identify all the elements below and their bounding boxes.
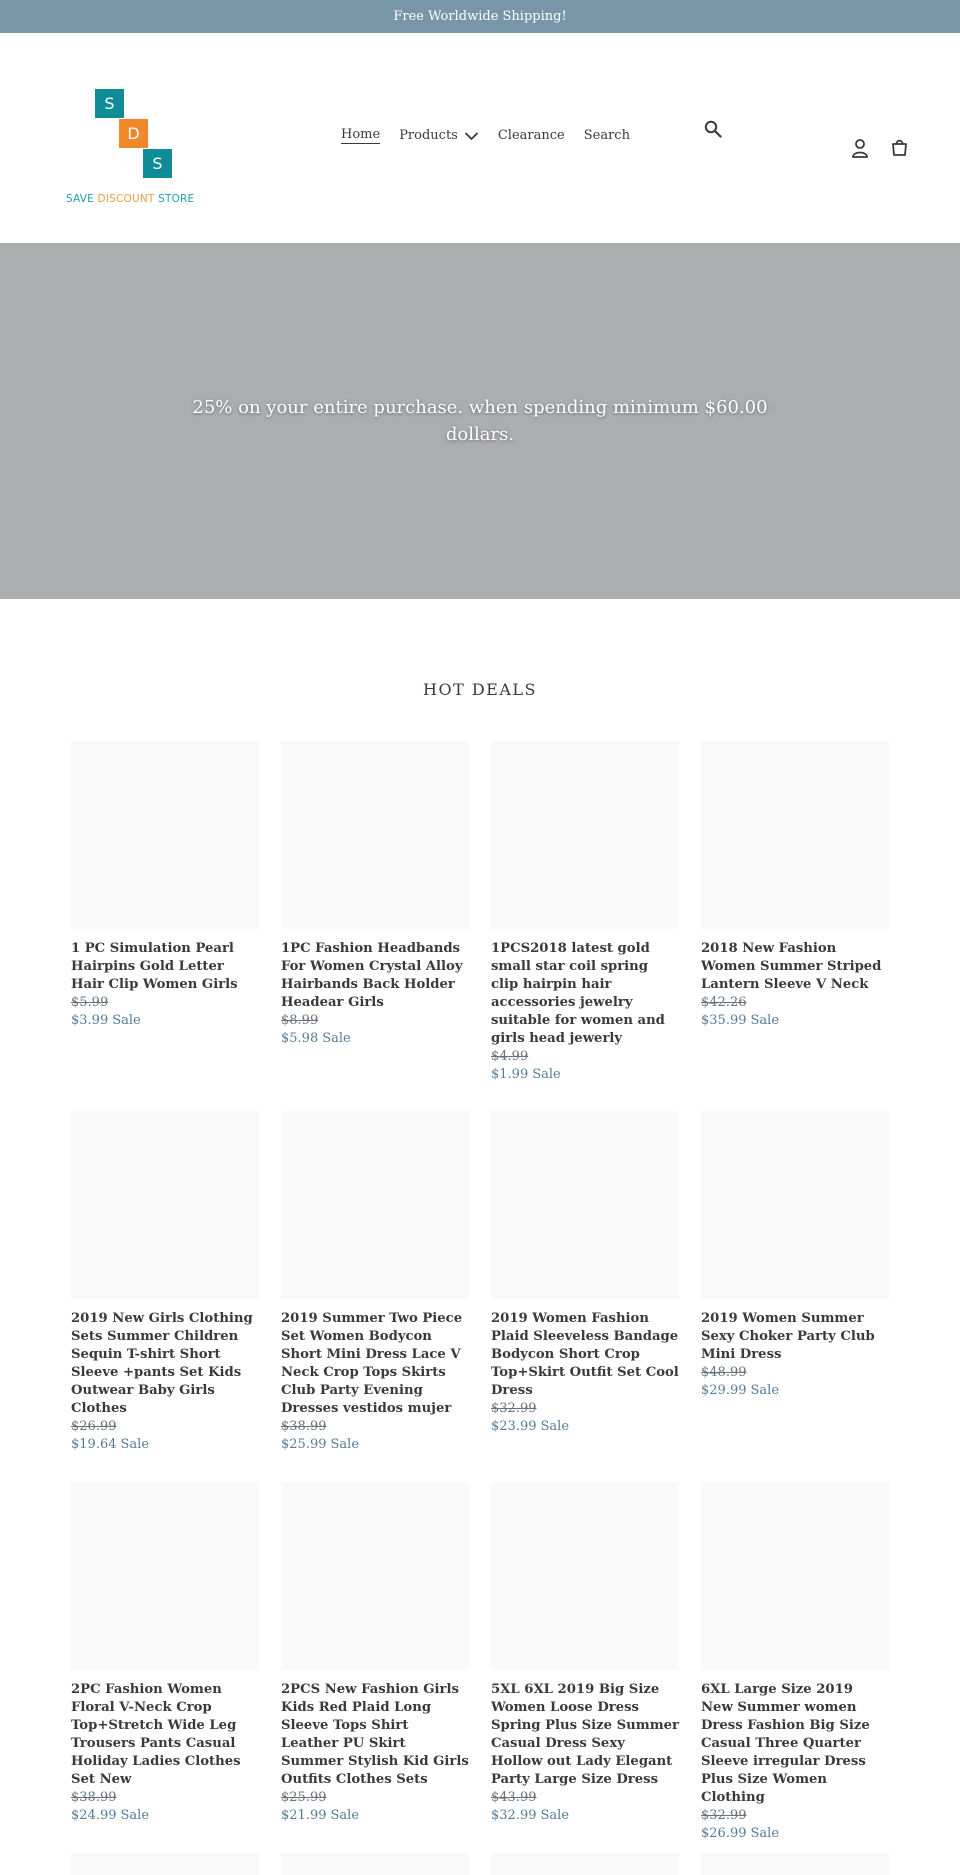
- nav-home[interactable]: [341, 127, 380, 144]
- sale-label: Sale: [540, 1808, 570, 1823]
- product-card[interactable]: [491, 1482, 679, 1825]
- logo-word-save: SAVE: [66, 193, 94, 205]
- nav-products[interactable]: [399, 128, 479, 143]
- product-sale-price-line: [71, 1807, 259, 1825]
- product-title[interactable]: 1PC Fashion Headbands For Women Crystal Alloy Hairbands Back Holder Headear Girls: [281, 941, 463, 1010]
- product-card[interactable]: [71, 1111, 259, 1454]
- sale-label: Sale: [322, 1031, 351, 1046]
- logo-square-2: D: [119, 119, 148, 148]
- nav-search[interactable]: [584, 128, 630, 143]
- product-card[interactable]: [281, 1853, 469, 1875]
- logo-wordmark: [66, 193, 214, 205]
- product-image[interactable]: [281, 1111, 469, 1299]
- product-price: $5.98: [281, 1031, 319, 1046]
- product-card[interactable]: [491, 741, 679, 1084]
- sale-label: Sale: [120, 1808, 150, 1823]
- site-header: [0, 33, 960, 243]
- product-title[interactable]: 2019 Women Summer Sexy Choker Party Club Mini Dress: [701, 1311, 875, 1362]
- product-card[interactable]: [71, 1853, 259, 1875]
- product-price: $29.99: [701, 1383, 747, 1398]
- product-card[interactable]: [701, 1111, 889, 1400]
- product-card[interactable]: [491, 1111, 679, 1436]
- product-sale-price-line: [281, 1807, 469, 1825]
- logo-square-3: S: [143, 149, 172, 178]
- product-title[interactable]: 2018 New Fashion Women Summer Striped Lantern Sleeve V Neck: [701, 941, 882, 992]
- hero-text: 25% on your entire purchase. when spending minimum $60.00 dollars.: [192, 397, 768, 445]
- product-sale-price-line: [281, 1030, 469, 1048]
- product-image[interactable]: [701, 1111, 889, 1299]
- product-compare-price: $4.99: [491, 1049, 529, 1064]
- product-compare-price: $38.99: [281, 1419, 327, 1434]
- product-title[interactable]: 2019 New Girls Clothing Sets Summer Children Sequin T-shirt Short Sleeve +pants Set Kids Outwear Baby Girls Clothes: [71, 1311, 253, 1416]
- search-icon[interactable]: [704, 120, 722, 138]
- product-title[interactable]: 2019 Women Fashion Plaid Sleeveless Bandage Bodycon Short Crop Top+Skirt Outfit Set Cool Dress: [491, 1311, 679, 1398]
- sale-label: Sale: [330, 1437, 360, 1452]
- sale-label: Sale: [540, 1419, 570, 1434]
- sale-label: Sale: [112, 1013, 141, 1028]
- product-compare-price: $48.99: [701, 1365, 747, 1380]
- product-price: $35.99: [701, 1013, 747, 1028]
- logo-word-store: STORE: [158, 193, 195, 205]
- sale-label: Sale: [750, 1013, 780, 1028]
- product-card[interactable]: [281, 1111, 469, 1454]
- nav-home-label: Home: [341, 127, 381, 142]
- cart-icon[interactable]: [890, 138, 909, 157]
- product-title[interactable]: 2019 Summer Two Piece Set Women Bodycon Short Mini Dress Lace V Neck Crop Tops Skirts Club Party Evening Dresses vestidos mujer: [281, 1311, 463, 1416]
- product-image[interactable]: [281, 1853, 469, 1875]
- sale-label: Sale: [750, 1383, 780, 1398]
- product-title[interactable]: 1 PC Simulation Pearl Hairpins Gold Letter Hair Clip Women Girls: [71, 941, 238, 992]
- product-card[interactable]: [281, 1482, 469, 1825]
- product-image[interactable]: [701, 741, 889, 929]
- product-image[interactable]: [71, 1482, 259, 1670]
- product-image[interactable]: [491, 741, 679, 929]
- hero-banner: [0, 243, 960, 599]
- product-title[interactable]: 5XL 6XL 2019 Big Size Women Loose Dress Spring Plus Size Summer Casual Dress Sexy Hollow out Lady Elegant Party Large Size Dress: [491, 1682, 679, 1787]
- product-title[interactable]: 2PC Fashion Women Floral V-Neck Crop Top+Stretch Wide Leg Trousers Pants Casual Holiday Ladies Clothes Set New: [71, 1682, 241, 1787]
- product-image[interactable]: [281, 1482, 469, 1670]
- product-price: $21.99: [281, 1808, 327, 1823]
- sale-label: Sale: [532, 1067, 561, 1082]
- announcement-text: Free Worldwide Shipping!: [393, 9, 567, 24]
- product-image[interactable]: [701, 1482, 889, 1670]
- nav-clearance-label: Clearance: [497, 128, 565, 143]
- product-card[interactable]: [491, 1853, 679, 1875]
- nav-search-label: Search: [583, 128, 630, 143]
- nav-clearance[interactable]: [498, 128, 565, 143]
- logo-word-discount: DISCOUNT: [97, 193, 155, 205]
- product-card[interactable]: [701, 1853, 889, 1875]
- product-card[interactable]: [71, 741, 259, 1030]
- product-compare-price: $5.99: [71, 995, 109, 1010]
- product-compare-price: $25.99: [281, 1790, 327, 1805]
- product-compare-price: $43.99: [491, 1790, 537, 1805]
- product-compare-price: $38.99: [71, 1790, 117, 1805]
- product-price: $23.99: [491, 1419, 537, 1434]
- product-card[interactable]: [71, 1482, 259, 1825]
- product-image[interactable]: [491, 1111, 679, 1299]
- product-image[interactable]: [71, 1111, 259, 1299]
- product-title[interactable]: 1PCS2018 latest gold small star coil spring clip hairpin hair accessories jewelry suitable for women and girls head jewerly: [491, 941, 665, 1046]
- sale-label: Sale: [330, 1808, 360, 1823]
- sale-label: Sale: [750, 1826, 780, 1841]
- sale-label: Sale: [120, 1437, 150, 1452]
- product-image[interactable]: [701, 1853, 889, 1875]
- product-sale-price-line: [71, 1436, 259, 1454]
- nav-products-label: Products: [399, 128, 458, 143]
- announcement-bar: [0, 0, 960, 33]
- product-compare-price: $32.99: [701, 1808, 747, 1823]
- product-price: $32.99: [491, 1808, 537, 1823]
- user-icon[interactable]: [851, 138, 869, 158]
- store-logo[interactable]: [66, 89, 214, 207]
- product-sale-price-line: [281, 1436, 469, 1454]
- product-image[interactable]: [491, 1853, 679, 1875]
- product-sale-price-line: [491, 1418, 679, 1436]
- product-title[interactable]: 6XL Large Size 2019 New Summer women Dress Fashion Big Size Casual Three Quarter Sleeve irregular Dress Plus Size Women Clothing: [701, 1682, 870, 1805]
- main-nav: [341, 127, 649, 144]
- product-compare-price: $42.26: [701, 995, 747, 1010]
- product-price: $19.64: [71, 1437, 117, 1452]
- product-card[interactable]: [701, 1482, 889, 1843]
- product-compare-price: $32.99: [491, 1401, 537, 1416]
- product-sale-price-line: [701, 1012, 889, 1030]
- product-image[interactable]: [281, 741, 469, 929]
- product-price: $26.99: [701, 1826, 747, 1841]
- product-compare-price: $26.99: [71, 1419, 117, 1434]
- product-image[interactable]: [71, 1853, 259, 1875]
- product-image[interactable]: [71, 741, 259, 929]
- product-sale-price-line: [491, 1066, 679, 1084]
- chevron-down-icon: [464, 131, 479, 141]
- product-title[interactable]: 2PCS New Fashion Girls Kids Red Plaid Long Sleeve Tops Shirt Leather PU Skirt Summer Stylish Kid Girls Outfits Clothes Sets: [281, 1682, 469, 1787]
- product-card[interactable]: [701, 741, 889, 1030]
- product-card[interactable]: [281, 741, 469, 1048]
- product-image[interactable]: [491, 1482, 679, 1670]
- product-sale-price-line: [701, 1825, 889, 1843]
- section-title: HOT DEALS: [423, 680, 537, 699]
- logo-square-1: S: [95, 89, 124, 118]
- product-sale-price-line: [71, 1012, 259, 1030]
- product-sale-price-line: [491, 1807, 679, 1825]
- product-price: $25.99: [281, 1437, 327, 1452]
- product-price: $24.99: [71, 1808, 117, 1823]
- product-compare-price: $8.99: [281, 1013, 319, 1028]
- product-price: $1.99: [491, 1067, 529, 1082]
- product-price: $3.99: [71, 1013, 109, 1028]
- product-sale-price-line: [701, 1382, 889, 1400]
